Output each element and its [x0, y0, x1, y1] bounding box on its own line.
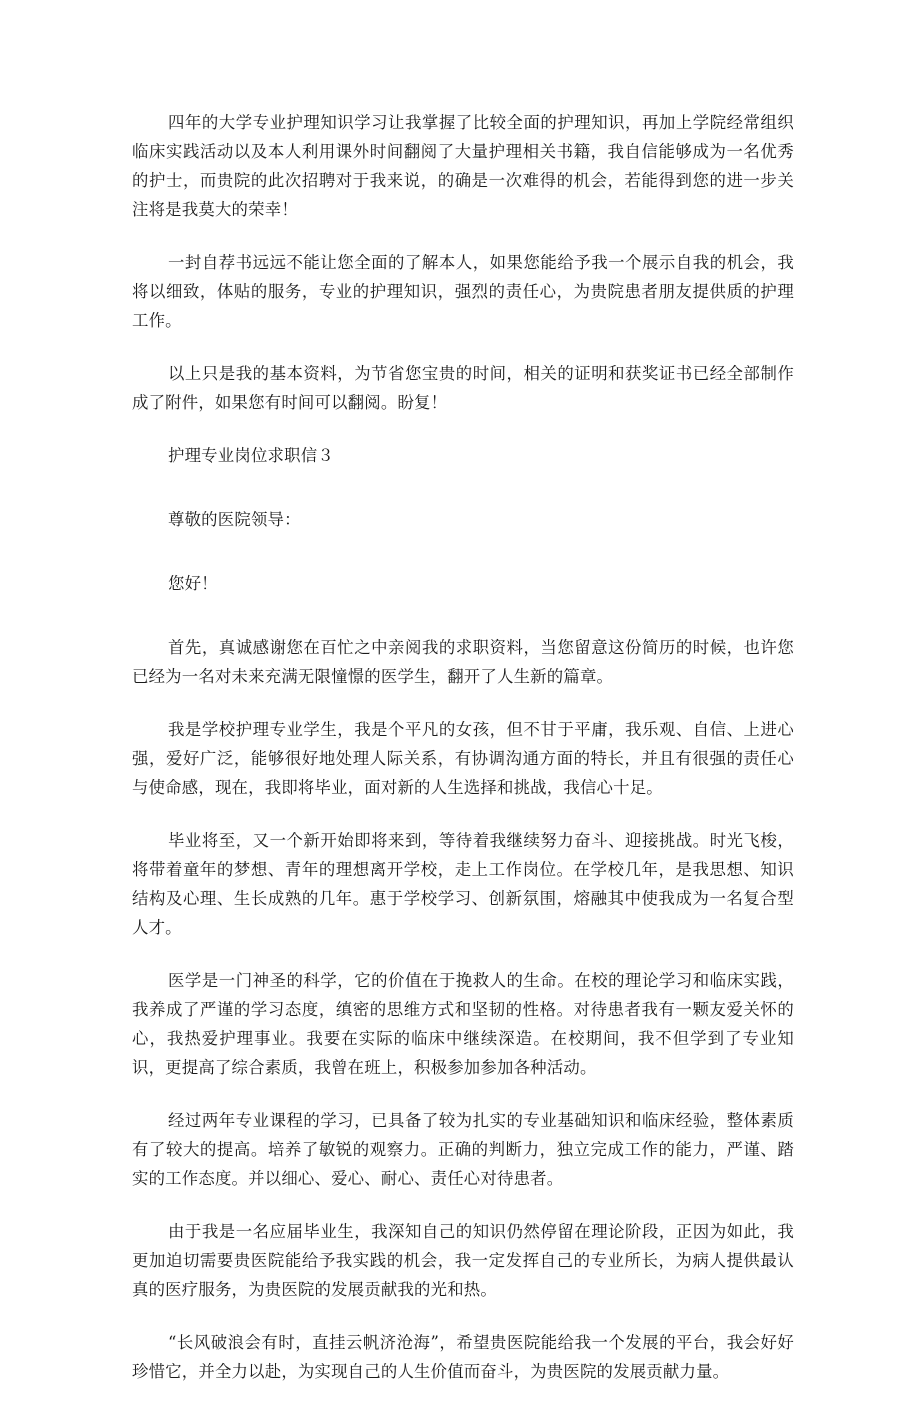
- greeting: 您好！: [168, 574, 218, 593]
- paragraph-graduation: 毕业将至，又一个新开始即将来到，等待着我继续努力奋斗、迎接挑战。时光飞梭，将带着童年的梦想、青年的理想离开学校，走上工作岗位。在学校几年，是我思想、知识结构及心理、生长成熟的几年。惠于学校学习、创新氛围，熔融其中使我成为一名复合型人才。: [132, 831, 794, 937]
- paragraph-attachments: 以上只是我的基本资料，为节省您宝贵的时间，相关的证明和获奖证书已经全部制作成了附件，如果您有时间可以翻阅。盼复！: [132, 364, 794, 412]
- paragraph-self-intro: 我是学校护理专业学生，我是个平凡的女孩，但不甘于平庸，我乐观、自信、上进心强，爱好广泛，能够很好地处理人际关系，有协调沟通方面的特长，并且有很强的责任心与使命感，现在，我即将毕业，面对新的人生选择和挑战，我信心十足。: [132, 720, 794, 797]
- paragraph-thanks: 首先，真诚感谢您在百忙之中亲阅我的求职资料，当您留意这份简历的时候，也许您已经为一名对未来充满无限憧憬的医学生，翻开了人生新的篇章。: [132, 638, 794, 686]
- paragraph-medicine: 医学是一门神圣的科学，它的价值在于挽救人的生命。在校的理论学习和临床实践，我养成了严谨的学习态度，缜密的思维方式和坚韧的性格。对待患者我有一颗友爱关怀的心，我热爱护理事业。我要在实际的临床中继续深造。在校期间，我不但学到了专业知识，更提高了综合素质，我曾在班上，积极参加参加各种活动。: [132, 971, 794, 1077]
- document-page: [132, 108, 794, 1410]
- salutation: 尊敬的医院领导：: [168, 510, 301, 529]
- paragraph-closing-quote: “长风破浪会有时，直挂云帆济沧海”，希望贵医院能给我一个发展的平台，我会好好珍惜它，并全力以赴，为实现自己的人生价值而奋斗，为贵医院的发展贡献力量。: [132, 1333, 794, 1381]
- paragraph-studies: 经过两年专业课程的学习，已具备了较为扎实的专业基础知识和临床经验，整体素质有了较大的提高。培养了敏锐的观察力。正确的判断力，独立完成工作的能力，严谨、踏实的工作态度。并以细心、爱心、耐心、责任心对待患者。: [132, 1111, 794, 1188]
- paragraph-skills: 四年的大学专业护理知识学习让我掌握了比较全面的护理知识，再加上学院经常组织临床实践活动以及本人利用课外时间翻阅了大量护理相关书籍，我自信能够成为一名优秀的护士，而贵院的此次招聘对于我来说，的确是一次难得的机会，若能得到您的进一步关注将是我莫大的荣幸！: [132, 113, 794, 219]
- paragraph-opportunity: 一封自荐书远远不能让您全面的了解本人，如果您能给予我一个展示自我的机会，我将以细致，体贴的服务，专业的护理知识，强烈的责任心，为贵院患者朋友提供质的护理工作。: [132, 253, 794, 330]
- letter-title: 护理专业岗位求职信３: [168, 446, 334, 465]
- paragraph-fresh-graduate: 由于我是一名应届毕业生，我深知自己的知识仍然停留在理论阶段，正因为如此，我更加迫切需要贵医院能给予我实践的机会，我一定发挥自己的专业所长，为病人提供最认真的医疗服务，为贵医院的发展贡献我的光和热。: [132, 1222, 794, 1299]
